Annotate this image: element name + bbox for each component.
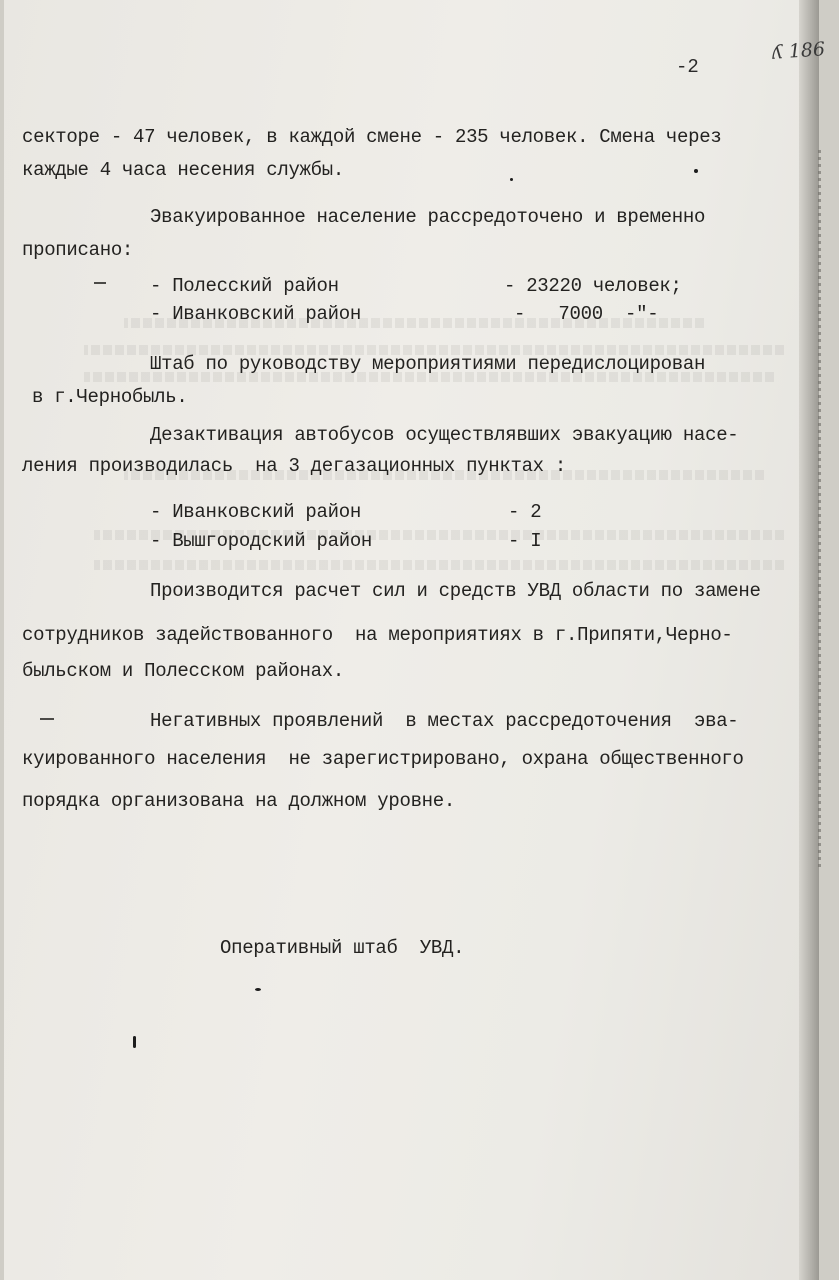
list-item-district: - Иванковский район bbox=[150, 303, 361, 325]
list-item-district: - Иванковский район bbox=[150, 501, 361, 523]
list-item-count: - 2 bbox=[508, 501, 542, 523]
stray-mark bbox=[40, 718, 54, 720]
stray-mark bbox=[94, 282, 106, 284]
archive-folio-number: 186 bbox=[788, 38, 826, 63]
document-page bbox=[4, 0, 826, 1280]
text-line: сотрудников задействованного на мероприятиях в г.Припяти,Черно- bbox=[22, 624, 733, 646]
page-edge-shadow bbox=[818, 150, 821, 870]
list-item-count: - 7000 -"- bbox=[514, 303, 659, 325]
text-line: в г.Чернобыль. bbox=[32, 386, 188, 408]
paragraph-headquarters: Штаб по руководству мероприятиями передислоцирован bbox=[150, 353, 706, 375]
paragraph-calculation: Производится расчет сил и средств УВД области по замене bbox=[150, 580, 761, 602]
ink-speck bbox=[510, 178, 513, 181]
ink-speck bbox=[255, 988, 261, 991]
list-item-district: - Вышгородский район bbox=[150, 530, 373, 552]
paragraph-no-incidents: Негативных проявлений в местах рассредоточения эва- bbox=[150, 710, 739, 732]
list-item-district: - Полесский район bbox=[150, 275, 339, 297]
text-line: секторе - 47 человек, в каждой смене - 235 человек. Смена через bbox=[22, 126, 722, 148]
signature-operational-hq: Оперативный штаб УВД. bbox=[220, 937, 465, 959]
paragraph-decontamination: Дезактивация автобусов осуществлявших эвакуацию насе- bbox=[150, 424, 739, 446]
list-item-count: - I bbox=[508, 530, 542, 552]
text-line: ления производилась на 3 дегазационных пунктах : bbox=[22, 455, 566, 477]
archive-folio-mark: ʎ 186 bbox=[771, 38, 826, 64]
list-item-count: - 23220 человек; bbox=[504, 275, 682, 297]
page-edge-shadow bbox=[799, 0, 819, 1280]
bleed-through-mark bbox=[94, 560, 784, 570]
paragraph-evacuated-population: Эвакуированное население рассредоточено и временно bbox=[150, 206, 706, 228]
ink-speck bbox=[133, 1036, 136, 1048]
text-line: прописано: bbox=[22, 239, 134, 261]
text-line: каждые 4 часа несения службы. bbox=[22, 159, 344, 181]
page-number: -2 bbox=[676, 56, 699, 78]
ink-speck bbox=[694, 169, 698, 173]
text-line: куированного населения не зарегистрировано, охрана общественного bbox=[22, 748, 744, 770]
text-line: быльском и Полесском районах. bbox=[22, 660, 344, 682]
text-line: порядка организована на должном уровне. bbox=[22, 790, 455, 812]
